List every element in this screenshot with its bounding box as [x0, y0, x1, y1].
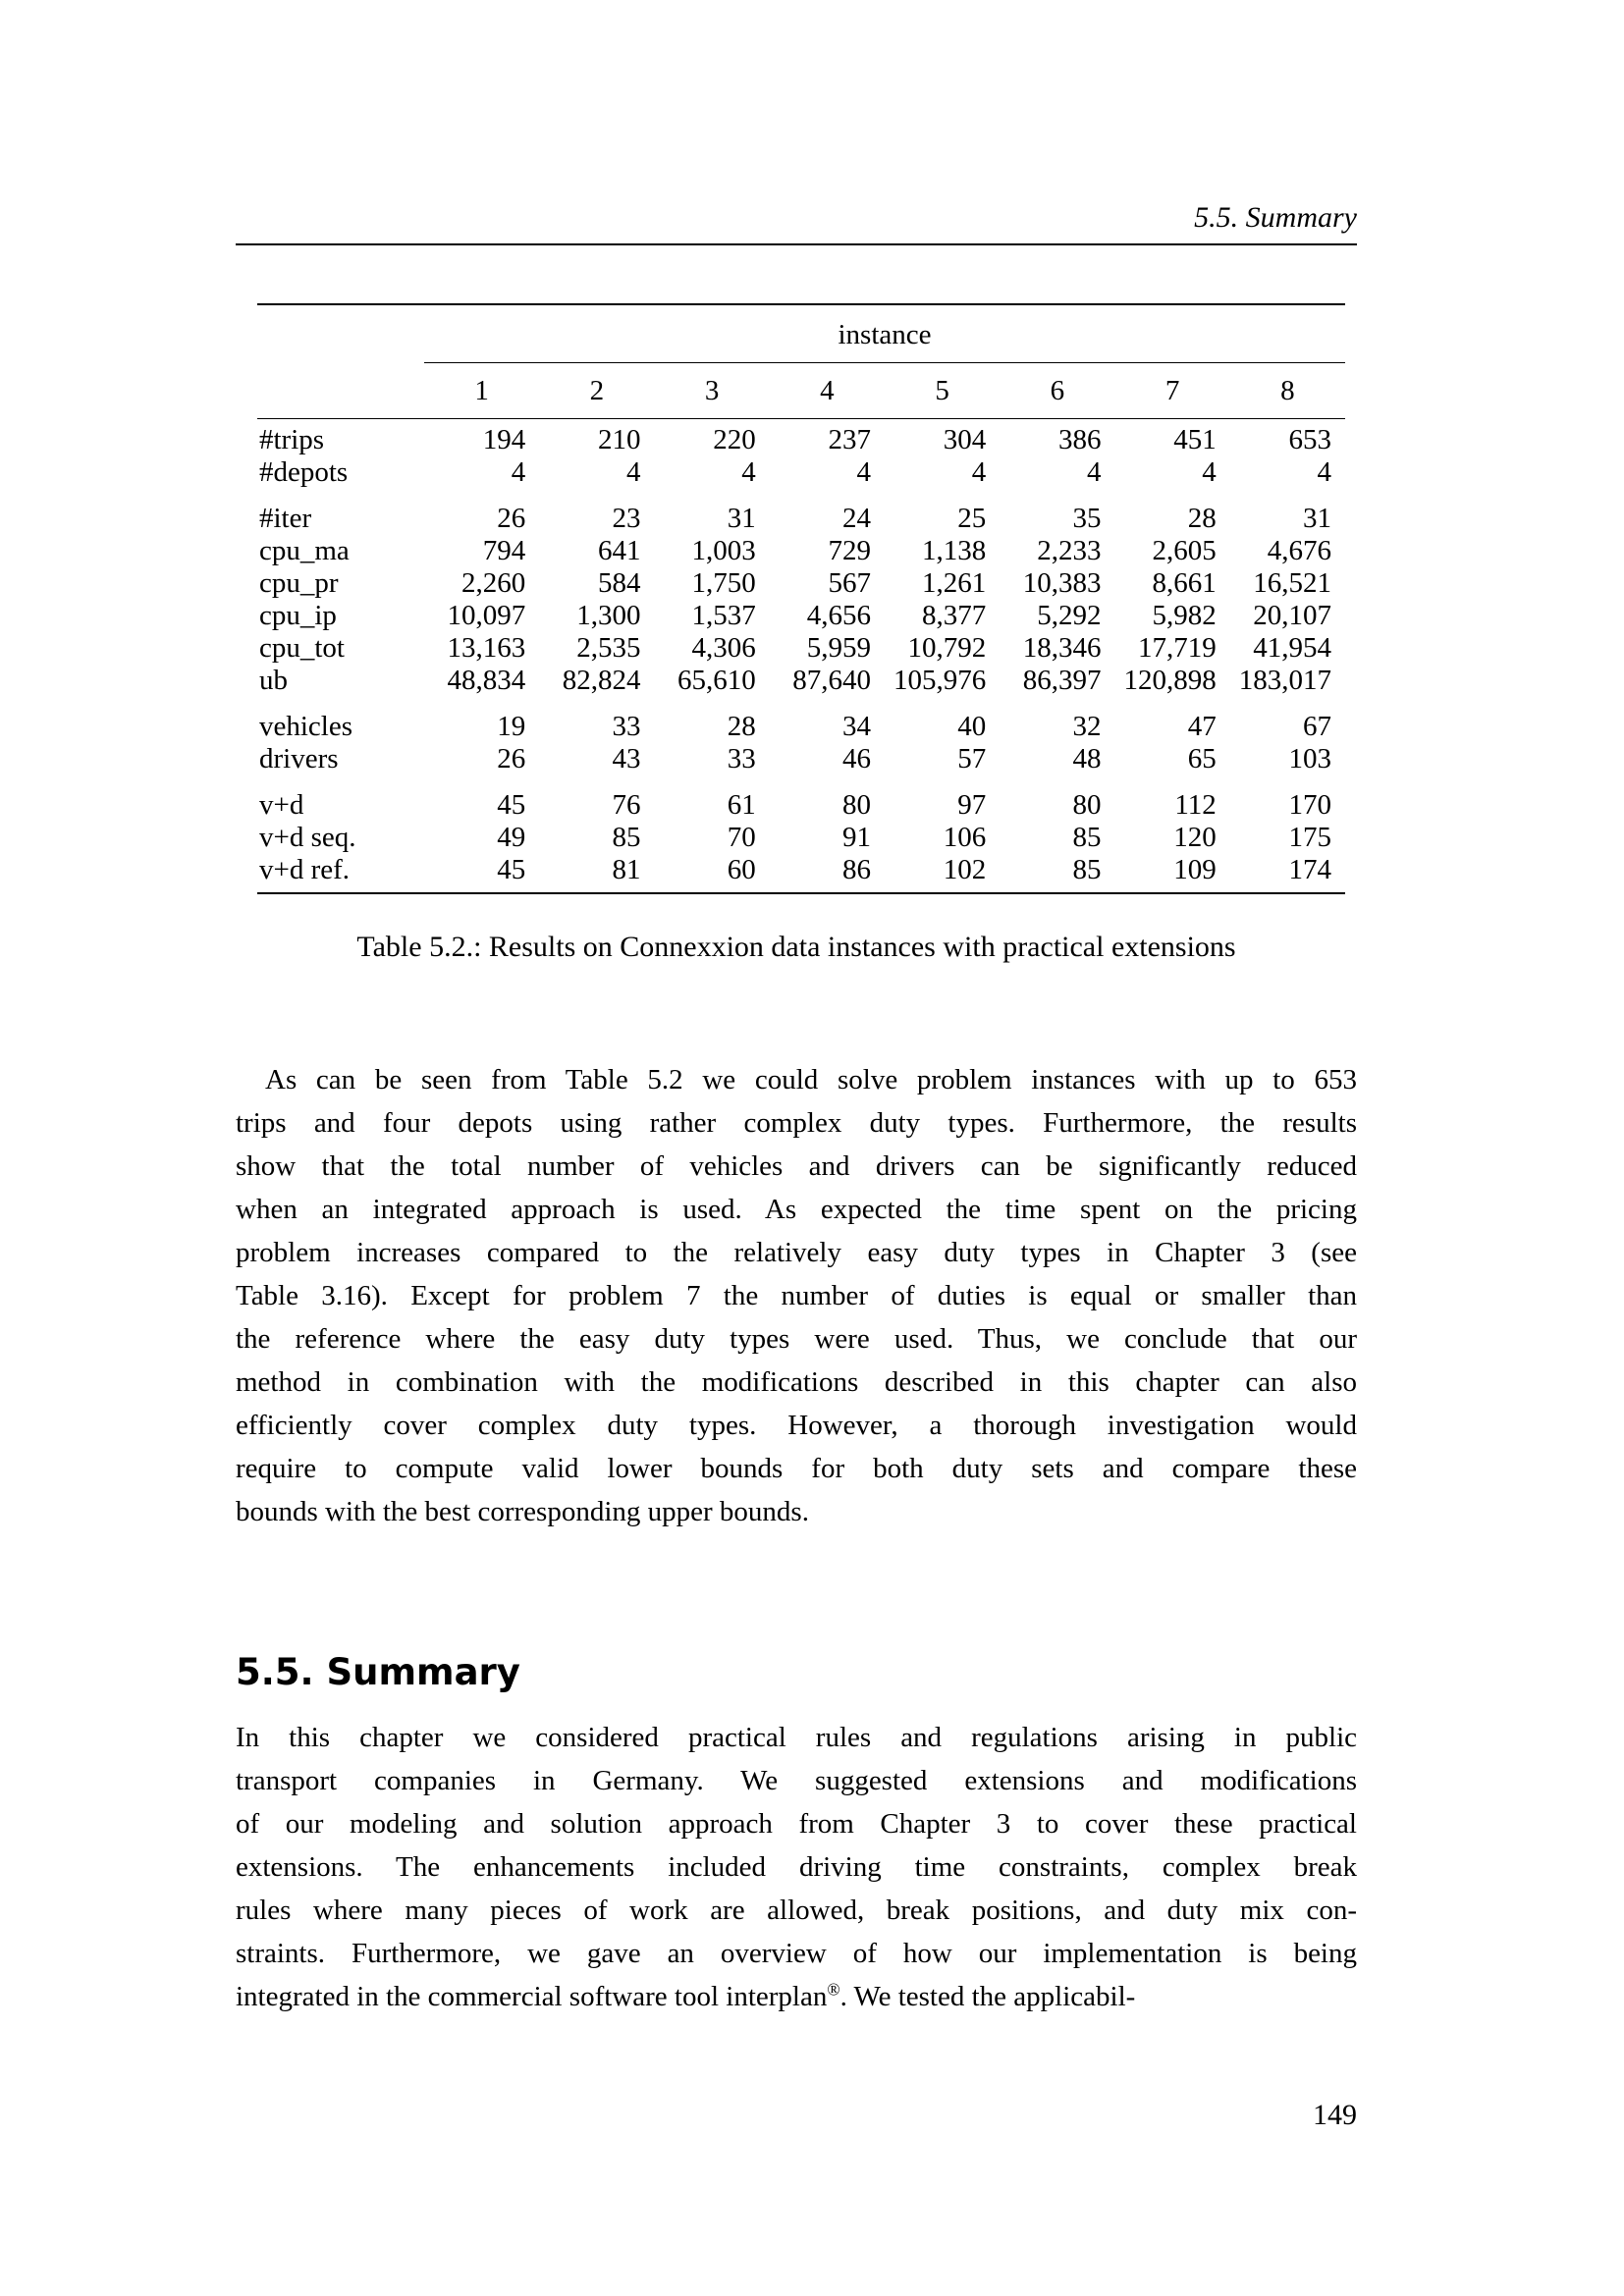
text-line: rules where many pieces of work are allowed, break positions, and duty mix con- [236, 1895, 1357, 1926]
table-caption: Table 5.2.: Results on Connexxion data instances with practical extensions [356, 931, 1236, 963]
table-cell: 34 [842, 711, 871, 742]
table-cell: 1,138 [922, 535, 987, 566]
table-cell: 41,954 [1253, 632, 1331, 664]
section-heading: 5.5. Summary [236, 1651, 520, 1693]
table-cell: 175 [1288, 822, 1331, 853]
table-cell: 45 [497, 789, 526, 821]
table-cell: 451 [1173, 424, 1217, 455]
table-cell: 49 [497, 822, 526, 853]
table-cell: 28 [727, 711, 756, 742]
text-line: efficiently cover complex duty types. However, a thorough investigation would [236, 1410, 1357, 1441]
table-cell: 641 [598, 535, 641, 566]
row-label: cpu_tot [259, 632, 345, 664]
table-cell: 35 [1072, 503, 1102, 534]
table-cell: 304 [943, 424, 987, 455]
row-group [257, 489, 1345, 697]
table-cell: 1,300 [576, 600, 641, 631]
table-cell: 26 [497, 743, 526, 774]
table-cell: 16,521 [1253, 567, 1331, 599]
table-cell: 45 [497, 854, 526, 885]
table-cell: 23 [612, 503, 641, 534]
table-cell: 4,676 [1267, 535, 1331, 566]
text-line: In this chapter we considered practical rules and regulations arising in public [236, 1722, 1357, 1753]
table-cell: 20,107 [1253, 600, 1331, 631]
row-label: vehicles [259, 711, 353, 742]
table-row [257, 567, 1345, 600]
column-header: 4 [770, 363, 885, 419]
table-corner [257, 304, 424, 363]
table-cell: 8,377 [922, 600, 987, 631]
table-cell: 794 [482, 535, 526, 566]
table-cell: 85 [612, 822, 641, 853]
row-group [257, 697, 1345, 775]
table-cell: 4 [856, 456, 871, 488]
text-line: of our modeling and solution approach from Chapter 3 to cover these practical [236, 1808, 1357, 1840]
table-cell: 112 [1174, 789, 1217, 821]
column-header: 7 [1115, 363, 1230, 419]
column-header: 3 [655, 363, 770, 419]
table-cell: 1,750 [691, 567, 756, 599]
table-block [257, 303, 1345, 894]
table-cell: 43 [612, 743, 641, 774]
registered-trademark-symbol: ® [827, 1979, 840, 2000]
table-cell: 729 [828, 535, 871, 566]
row-label: v+d seq. [259, 822, 356, 853]
table-cell: 5,982 [1152, 600, 1217, 631]
table-cell: 103 [1288, 743, 1331, 774]
table-cell: 210 [598, 424, 641, 455]
text-line: trips and four depots using rather complex duty types. Furthermore, the results [236, 1107, 1357, 1139]
table-row [257, 854, 1345, 893]
table-cell: 18,346 [1022, 632, 1102, 664]
table-cell: 86,397 [1022, 665, 1102, 696]
table-cell: 10,792 [907, 632, 987, 664]
table-cell: 85 [1072, 822, 1102, 853]
text-line: show that the total number of vehicles and drivers can be significantly reduced [236, 1150, 1357, 1182]
table-cell: 10,097 [447, 600, 526, 631]
table-row [257, 600, 1345, 632]
table-cell: 105,976 [893, 665, 987, 696]
table-row [257, 822, 1345, 854]
row-label: drivers [259, 743, 339, 774]
table-row [257, 419, 1345, 457]
table-cell: 2,535 [576, 632, 641, 664]
table-cell: 8,661 [1152, 567, 1217, 599]
row-label: ub [259, 665, 288, 696]
table-cell: 17,719 [1138, 632, 1217, 664]
column-header: 8 [1230, 363, 1345, 419]
table-cell: 102 [943, 854, 987, 885]
table-cell: 4,656 [806, 600, 871, 631]
table-cell: 4,306 [691, 632, 756, 664]
column-header: 6 [1000, 363, 1114, 419]
table-cell: 2,605 [1152, 535, 1217, 566]
table-cell: 57 [957, 743, 987, 774]
body-paragraph-summary [236, 1716, 1357, 2018]
row-label: #iter [259, 503, 312, 534]
table-cell: 47 [1187, 711, 1217, 742]
row-label: v+d [259, 789, 304, 821]
row-label: cpu_pr [259, 567, 339, 599]
table-cell: 4 [511, 456, 526, 488]
text-line: require to compute valid lower bounds for both duty sets and compare these [236, 1453, 1357, 1484]
table-cell: 120 [1173, 822, 1217, 853]
table-cell: 4 [741, 456, 756, 488]
row-label: cpu_ma [259, 535, 350, 566]
table-cell: 48,834 [447, 665, 526, 696]
table-cell: 5,959 [806, 632, 871, 664]
instance-group-header: instance [424, 304, 1345, 363]
table-cell: 174 [1288, 854, 1331, 885]
table-cell: 120,898 [1123, 665, 1217, 696]
text-line: straints. Furthermore, we gave an overview of how our implementation is being [236, 1938, 1357, 1969]
table-cell: 80 [842, 789, 871, 821]
table-row [257, 665, 1345, 697]
text-line: problem increases compared to the relatively easy duty types in Chapter 3 (see [236, 1237, 1357, 1268]
row-label: #trips [259, 424, 325, 455]
table-row [257, 632, 1345, 665]
column-header: 5 [885, 363, 1000, 419]
table-row [257, 775, 1345, 822]
table-cell: 32 [1072, 711, 1102, 742]
row-group [257, 775, 1345, 893]
table-cell: 2,260 [461, 567, 526, 599]
table-cell: 4 [971, 456, 987, 488]
table-cell: 60 [727, 854, 756, 885]
table-cell: 5,292 [1037, 600, 1102, 631]
row-label: #depots [259, 456, 349, 488]
text-line: As can be seen from Table 5.2 we could solve problem instances with up to 653 [265, 1064, 1357, 1095]
page-number: 149 [1313, 2099, 1357, 2131]
table-cell: 4 [1317, 456, 1331, 488]
table-cell: 2,233 [1037, 535, 1102, 566]
table-cell: 25 [957, 503, 987, 534]
table-cell: 183,017 [1238, 665, 1331, 696]
table-cell: 4 [1202, 456, 1217, 488]
table-cell: 67 [1303, 711, 1331, 742]
text-line: Table 3.16). Except for problem 7 the number of duties is equal or smaller than [236, 1280, 1357, 1311]
text-line: the reference where the easy duty types were used. Thus, we conclude that our [236, 1323, 1357, 1355]
table-cell: 80 [1072, 789, 1102, 821]
table-cell: 19 [497, 711, 526, 742]
table-cell: 65,610 [677, 665, 756, 696]
row-group [257, 419, 1345, 490]
table-cell: 82,824 [562, 665, 641, 696]
table-cell: 87,640 [792, 665, 871, 696]
table-row [257, 697, 1345, 743]
table-cell: 170 [1288, 789, 1331, 821]
table-corner [257, 363, 424, 419]
table-cell: 1,003 [691, 535, 756, 566]
body-paragraph-results [236, 1058, 1357, 1533]
column-header: 2 [539, 363, 654, 419]
table-cell: 194 [482, 424, 526, 455]
table-cell: 584 [598, 567, 641, 599]
table-cell: 1,537 [691, 600, 756, 631]
table-cell: 40 [957, 711, 987, 742]
table-cell: 33 [612, 711, 641, 742]
table-cell: 653 [1288, 424, 1331, 455]
table-cell: 26 [497, 503, 526, 534]
text-line: method in combination with the modifications described in this chapter can also [236, 1366, 1357, 1398]
table-row [257, 456, 1345, 489]
table-cell: 46 [842, 743, 871, 774]
table-cell: 567 [828, 567, 871, 599]
table-cell: 24 [842, 503, 871, 534]
table-cell: 31 [1303, 503, 1331, 534]
running-head: 5.5. Summary [236, 200, 1357, 245]
table-cell: 106 [943, 822, 987, 853]
table-cell: 28 [1187, 503, 1217, 534]
table-cell: 4 [626, 456, 641, 488]
table-row [257, 743, 1345, 775]
table-cell: 31 [727, 503, 756, 534]
table-row [257, 489, 1345, 535]
table-cell: 76 [612, 789, 641, 821]
table-cell: 85 [1072, 854, 1102, 885]
table-cell: 65 [1187, 743, 1217, 774]
table-cell: 61 [727, 789, 756, 821]
table-cell: 10,383 [1022, 567, 1102, 599]
table-cell: 97 [957, 789, 987, 821]
table-cell: 4 [1087, 456, 1102, 488]
row-label: cpu_ip [259, 600, 337, 631]
text-line: when an integrated approach is used. As expected the time spent on the pricing [236, 1194, 1357, 1225]
table-cell: 237 [828, 424, 871, 455]
row-label: v+d ref. [259, 854, 351, 885]
table-cell: 91 [842, 822, 871, 853]
text-line: integrated in the commercial software tool interplan®. We tested the applicabil- [236, 1979, 1136, 2012]
text-line: transport companies in Germany. We suggested extensions and modifications [236, 1765, 1357, 1796]
table-cell: 33 [727, 743, 756, 774]
table-cell: 1,261 [922, 567, 987, 599]
column-header: 1 [424, 363, 539, 419]
text-line: extensions. The enhancements included driving time constraints, complex break [236, 1851, 1357, 1883]
table-cell: 220 [713, 424, 756, 455]
table-cell: 386 [1058, 424, 1102, 455]
table-cell: 86 [842, 854, 871, 885]
table-cell: 13,163 [447, 632, 526, 664]
table-cell: 109 [1173, 854, 1217, 885]
table-cell: 70 [727, 822, 756, 853]
table-cell: 48 [1072, 743, 1102, 774]
table-row [257, 535, 1345, 567]
table-cell: 81 [612, 854, 641, 885]
text-line: bounds with the best corresponding upper bounds. [236, 1496, 809, 1527]
results-table [257, 303, 1345, 894]
